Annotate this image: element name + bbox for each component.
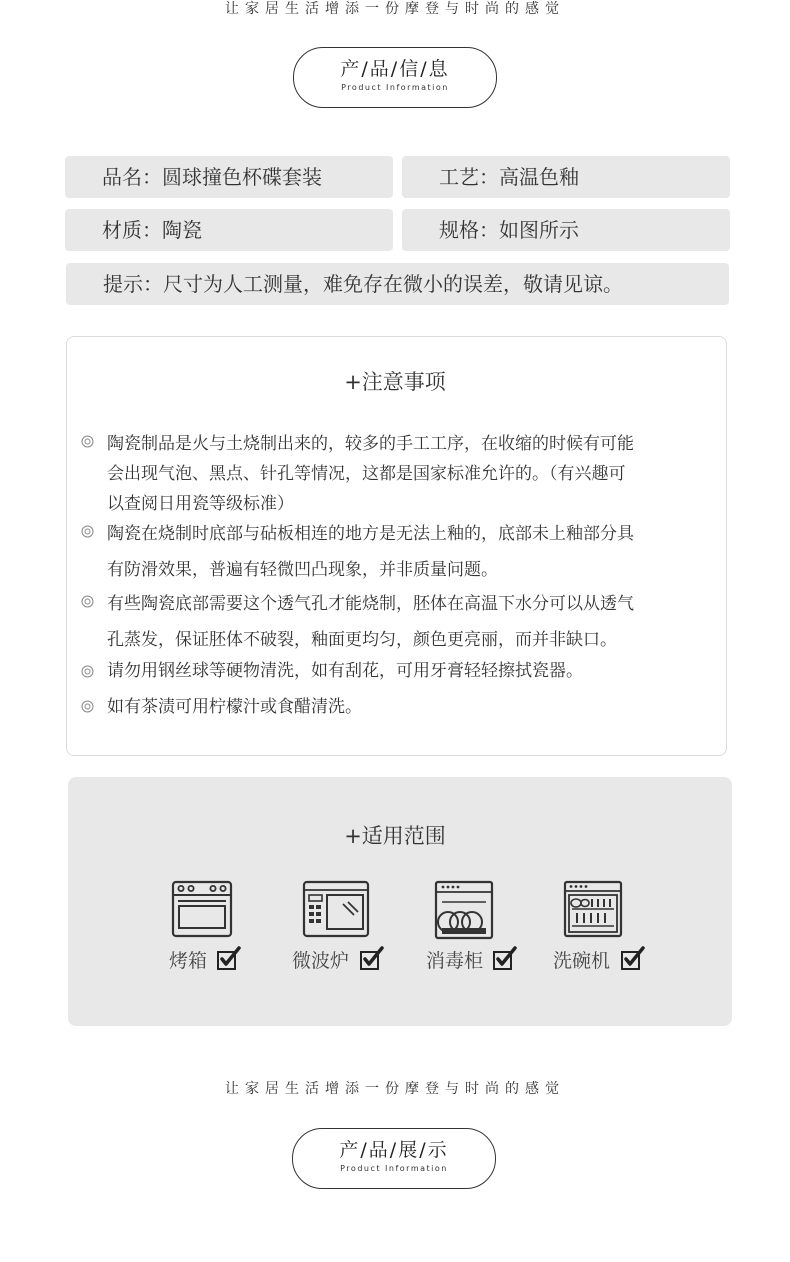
usage-panel [68, 777, 732, 1026]
tagline-bottom: 让家居生活增添一份摩登与时尚的感觉 [225, 1081, 565, 1097]
bullet-icon [80, 664, 95, 679]
note-item-5 [107, 692, 707, 722]
info-craft: 工艺：高温色釉 [402, 156, 730, 198]
bullet-icon [80, 524, 95, 539]
note-item-3 [107, 586, 707, 658]
info-name: 品名：圆球撞色杯碟套装 [65, 156, 393, 198]
usage-label-dishwasher: 洗碗机 [553, 950, 611, 972]
note-item-2 [107, 516, 707, 588]
info-tip: 提示：尺寸为人工测量，难免存在微小的误差，敬请见谅。 [66, 263, 729, 305]
note-line: 以查阅日用瓷等级标准） [107, 494, 294, 514]
note-line: 有些陶瓷底部需要这个透气孔才能烧制，胚体在高温下水分可以从透气 [107, 594, 634, 614]
usage-label-microwave: 微波炉 [292, 950, 350, 972]
info-material: 材质：陶瓷 [65, 209, 393, 251]
checkbox-checked-icon [216, 946, 242, 972]
checkbox-checked-icon [492, 946, 518, 972]
note-item-1 [107, 429, 707, 519]
section-title-product-display [292, 1128, 496, 1189]
section-title-cn: 产/品/信/息 [340, 58, 450, 80]
section-title-cn: 产/品/展/示 [339, 1139, 449, 1161]
sterilizer-icon [434, 880, 494, 940]
usage-label-oven: 烤箱 [169, 950, 208, 972]
notes-title: +注意事项 [344, 370, 446, 394]
section-title-en: Product Information [341, 83, 449, 92]
section-title-product-info [293, 47, 497, 108]
tagline-top: 让家居生活增添一份摩登与时尚的感觉 [225, 1, 565, 17]
bullet-icon [80, 594, 95, 609]
bullet-icon [80, 434, 95, 449]
note-line: 请勿用钢丝球等硬物清洗，如有刮花，可用牙膏轻轻擦拭瓷器。 [107, 661, 583, 681]
oven-icon [171, 880, 233, 938]
note-line: 会出现气泡、黑点、针孔等情况，这都是国家标准允许的。（有兴趣可 [107, 464, 626, 484]
bullet-icon [80, 699, 95, 714]
checkbox-checked-icon [359, 946, 385, 972]
note-line: 如有茶渍可用柠檬汁或食醋清洗。 [107, 697, 362, 717]
note-line: 孔蒸发，保证胚体不破裂，釉面更均匀，颜色更亮丽，而并非缺口。 [107, 630, 617, 650]
note-line: 有防滑效果，普遍有轻微凹凸现象，并非质量问题。 [107, 560, 498, 580]
usage-label-sterilizer: 消毒柜 [426, 950, 484, 972]
note-item-4 [107, 656, 707, 686]
checkbox-checked-icon [620, 946, 646, 972]
section-title-en: Product Information [340, 1164, 448, 1173]
dishwasher-icon [563, 880, 623, 938]
microwave-icon [302, 880, 370, 938]
usage-title: +适用范围 [344, 824, 446, 848]
note-line: 陶瓷在烧制时底部与砧板相连的地方是无法上釉的，底部未上釉部分具 [107, 524, 634, 544]
note-line: 陶瓷制品是火与土烧制出来的，较多的手工工序，在收缩的时候有可能 [107, 434, 634, 454]
info-spec: 规格：如图所示 [402, 209, 730, 251]
